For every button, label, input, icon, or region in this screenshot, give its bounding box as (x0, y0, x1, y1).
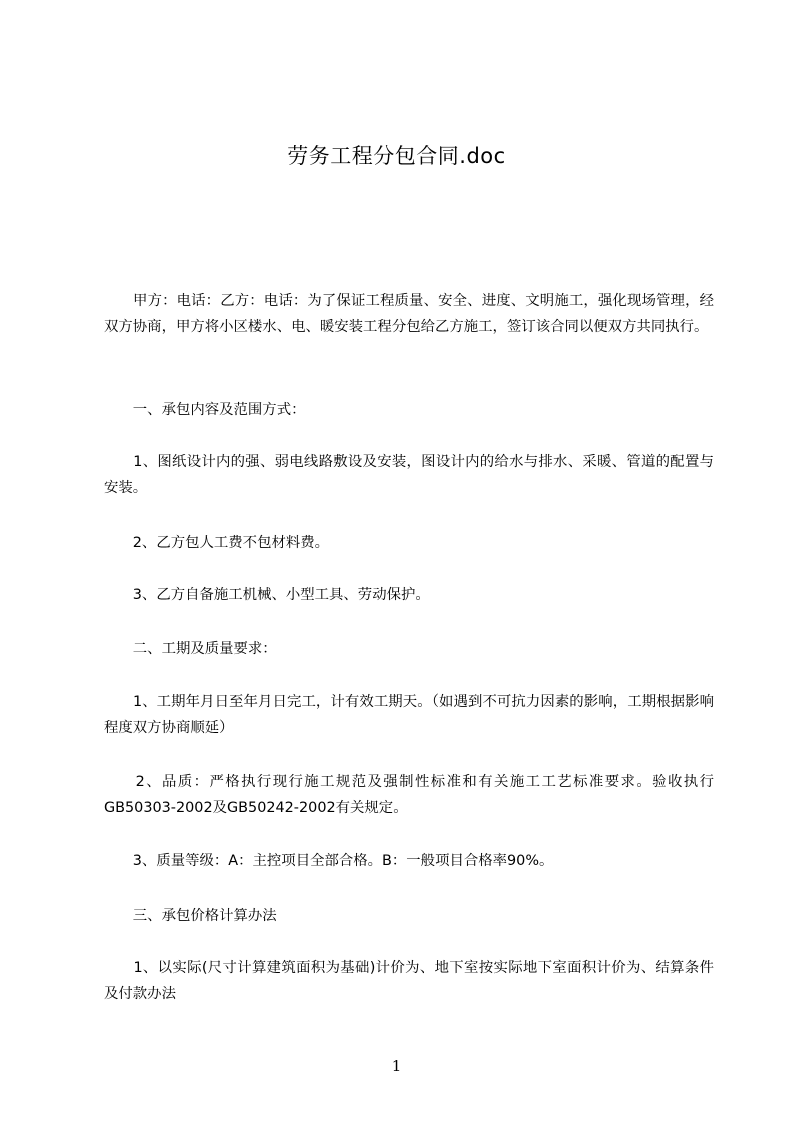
quality-item-3: 3、质量等级：A：主控项目全部合格。B：一般项目合格率90%。 (104, 853, 554, 869)
document-title: 劳务工程分包合同.doc (287, 144, 506, 168)
intro-paragraph: 甲方：电话：乙方：电话：为了保证工程质量、安全、进度、文明施工，强化现场管理，经双方协商，甲方将小区楼水、电、暖安装工程分包给乙方施工，签订该合同以便双方共同执行。 (104, 293, 714, 335)
pricing-item-1: 1、以实际(尺寸计算建筑面积为基础)计价为、地下室按实际地下室面积计价为、结算条件及付款办法 (104, 960, 714, 1002)
scope-item-1: 1、图纸设计内的强、弱电线路敷设及安装，图设计内的给水与排水、采暖、管道的配置与安装。 (104, 454, 714, 496)
scope-item-3: 3、乙方自备施工机械、小型工具、劳动保护。 (104, 587, 430, 603)
section-heading-pricing: 三、承包价格计算办法 (104, 908, 277, 924)
scope-item-2: 2、乙方包人工费不包材料费。 (104, 535, 330, 551)
page-number: 1 (391, 1057, 402, 1075)
section-heading-schedule-quality: 二、工期及质量要求： (104, 641, 277, 657)
quality-item-2: 2、品质：严格执行现行施工规范及强制性标准和有关施工工艺标准要求。验收执行GB50303-2002及GB50242-2002有关规定。 (104, 774, 714, 816)
section-heading-scope: 一、承包内容及范围方式： (104, 402, 306, 418)
schedule-item-1: 1、工期年月日至年月日完工，计有效工期天。（如遇到不可抗力因素的影响，工期根据影响程度双方协商顺延） (104, 694, 714, 736)
